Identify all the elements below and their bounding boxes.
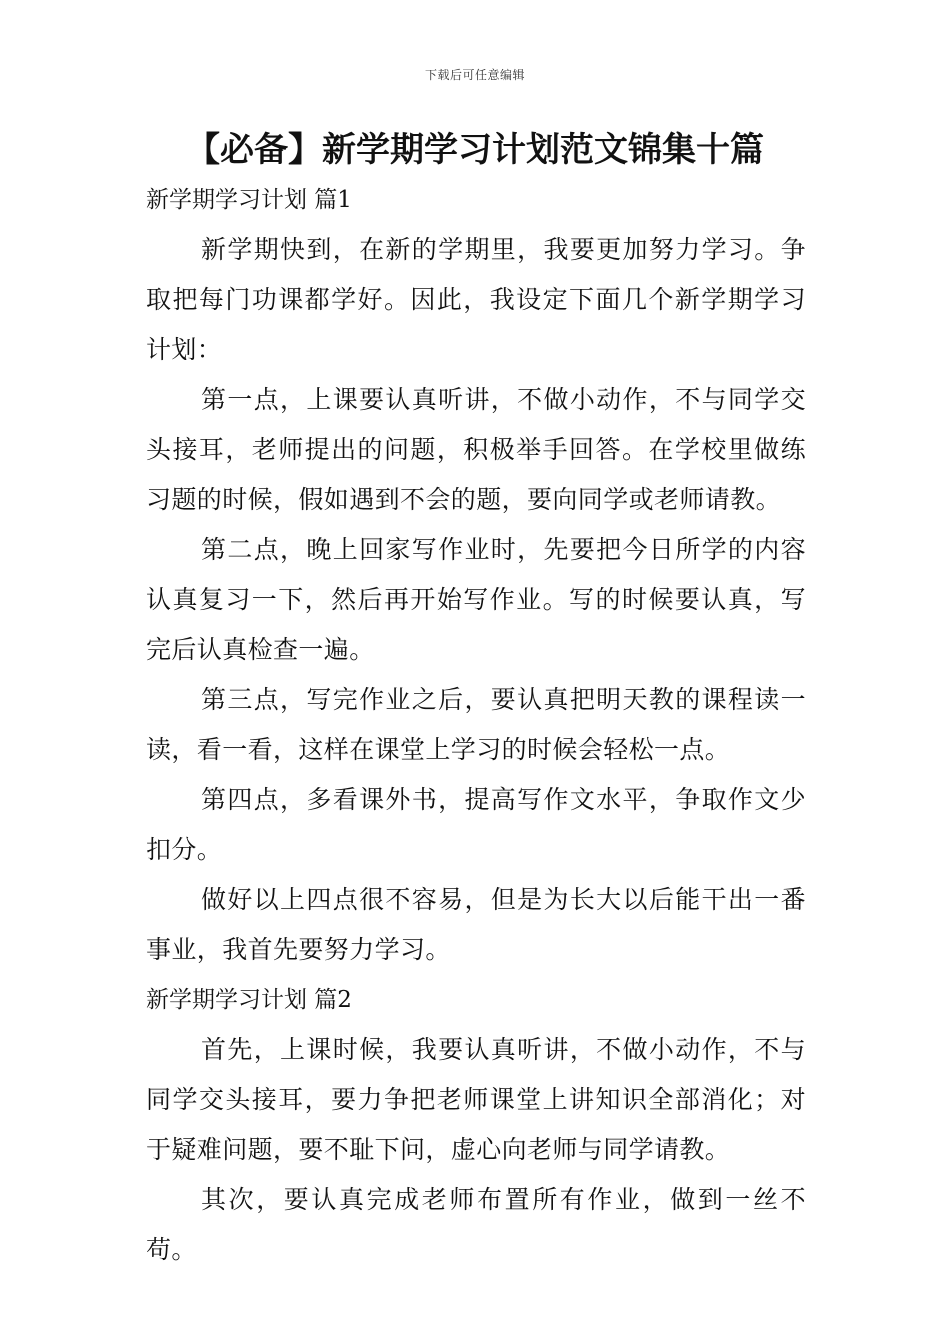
section-heading: 新学期学习计划 篇1: [146, 187, 352, 213]
header-note: 下载后可任意编辑: [424, 68, 525, 82]
paragraph: 做好以上四点很不容易，但是为长大以后能干出一番事业，我首先要努力学习。: [146, 885, 806, 964]
section-1: [146, 175, 806, 975]
paragraph: 第三点，写完作业之后，要认真把明天教的课程读一读，看一看，这样在课堂上学习的时候会轻松一点。: [146, 685, 806, 764]
paragraph: 其次，要认真完成老师布置所有作业，做到一丝不苟。: [146, 1185, 806, 1264]
paragraph: 首先，上课时候，我要认真听讲，不做小动作，不与同学交头接耳，要力争把老师课堂上讲知识全部消化；对于疑难问题，要不耻下问，虚心向老师与同学请教。: [146, 1035, 806, 1164]
section-heading: 新学期学习计划 篇2: [146, 987, 352, 1013]
paragraph: 新学期快到，在新的学期里，我要更加努力学习。争取把每门功课都学好。因此，我设定下面几个新学期学习计划：: [146, 235, 806, 364]
document-title: 【必备】新学期学习计划范文锦集十篇: [186, 130, 764, 170]
section-2: [146, 975, 806, 1275]
paragraph: 第四点，多看课外书，提高写作文水平，争取作文少扣分。: [146, 785, 806, 864]
paragraph: 第二点，晚上回家写作业时，先要把今日所学的内容认真复习一下，然后再开始写作业。写的时候要认真，写完后认真检查一遍。: [146, 535, 806, 664]
document-body: [146, 175, 806, 1275]
paragraph: 第一点，上课要认真听讲，不做小动作，不与同学交头接耳，老师提出的问题，积极举手回答。在学校里做练习题的时候，假如遇到不会的题，要向同学或老师请教。: [146, 385, 806, 514]
